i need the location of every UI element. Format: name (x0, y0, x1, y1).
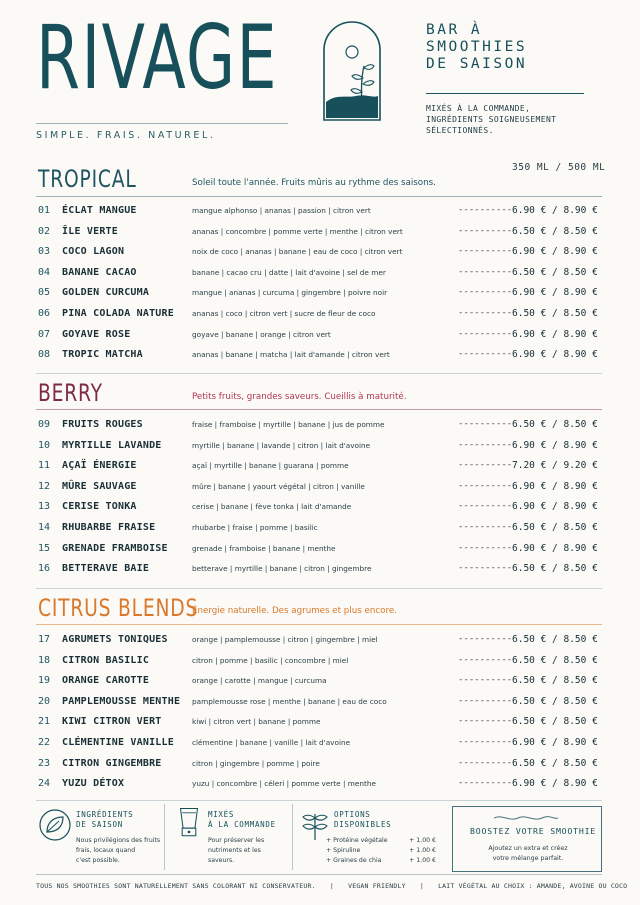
menu-item-row (38, 226, 598, 246)
menu-item-row (38, 737, 598, 757)
price-leader: ---------- (458, 654, 513, 665)
price-leader: ---------- (458, 460, 513, 471)
header-divider (36, 123, 288, 124)
price-leader: ---------- (458, 246, 513, 257)
menu-item-name: KIWI CITRON VERT (62, 716, 162, 728)
menu-item-name: CITRON GINGEMBRE (62, 757, 162, 769)
price-leader: ---------- (458, 563, 513, 574)
price-leader: ---------- (458, 737, 513, 747)
menu-item-ingredients: yuzu | concombre | céleri | pomme verte | menthe (192, 779, 376, 789)
menu-item-number: 01 (38, 205, 51, 216)
menu-item-name: GOYAVE ROSE (62, 328, 131, 340)
price-leader: ---------- (458, 501, 513, 512)
menu-item-price: 6.50 € / 8.50 € (512, 563, 598, 575)
boost-title: BOOSTEZ VOTRE SMOOTHIE (470, 826, 597, 836)
feature-title-line: DISPONIBLES (334, 820, 392, 829)
menu-item-number: 19 (38, 675, 51, 687)
menu-item-ingredients: mangue alphonso | ananas | passion | citron vert (192, 206, 371, 215)
menu-item-row (38, 696, 598, 716)
footer-note: VEGAN FRIENDLY (348, 882, 406, 890)
price-leader: ---------- (458, 328, 513, 339)
section-divider (36, 624, 602, 625)
feature-text (208, 836, 264, 866)
menu-item-ingredients: mûre | banane | yaourt végétal | citron | vanille (192, 481, 365, 491)
menu-item-ingredients: orange | carotte | mangue | curcuma (192, 676, 327, 686)
concept-heading (426, 22, 527, 73)
menu-item-number: 12 (38, 480, 51, 492)
footer-separator: | (419, 882, 424, 890)
boost-text-line: Ajoutez un extra et créez (488, 845, 568, 852)
menu-item-name: PINA COLADA NATURE (62, 308, 174, 319)
feature-text (76, 836, 160, 866)
boost-text-line: votre mélange parfait. (492, 855, 564, 862)
menu-item-price: 6.90 € / 8.90 € (512, 501, 598, 513)
menu-item-price: 6.50 € / 8.50 € (512, 266, 598, 278)
menu-item-ingredients: rhubarbe | fraise | pomme | basilic (192, 523, 318, 532)
section-description: Petits fruits, grandes saveurs. Cueillis à maturité. (192, 392, 407, 402)
price-leader: ---------- (458, 419, 513, 429)
footer-separator: | (329, 882, 334, 890)
menu-item-row (38, 655, 598, 675)
menu-item-price: 6.50 € / 8.50 € (512, 225, 598, 237)
menu-item-number: 14 (38, 522, 51, 533)
section-title-tropical: TROPICAL (38, 165, 137, 193)
section-description: Énergie naturelle. Des agrumes et plus encore. (192, 606, 397, 616)
menu-item-name: YUZU DÉTOX (62, 778, 125, 790)
menu-item-number: 03 (38, 246, 51, 258)
menu-item-number: 10 (38, 439, 51, 451)
menu-item-name: ÎLE VERTE (62, 225, 118, 237)
price-leader: ---------- (458, 542, 513, 553)
menu-item-ingredients: ananas | concombre | pomme verte | menthe | citron vert (192, 226, 403, 236)
price-leader: ---------- (458, 480, 513, 491)
option-label: + Spiruline (326, 847, 361, 854)
footer-top-divider (36, 800, 602, 801)
feature-title (334, 810, 391, 830)
menu-item-ingredients: goyave | banane | orange | citron vert (192, 329, 331, 339)
menu-item-price: 6.50 € / 8.50 € (512, 695, 598, 707)
menu-item-ingredients: banane | cacao cru | datte | lait d'avoine | sel de mer (192, 267, 386, 277)
menu-item-name: MÛRE SAUVAGE (62, 480, 137, 492)
price-leader: ---------- (458, 287, 513, 298)
menu-item-number: 09 (38, 419, 51, 430)
feature-text-line: saveurs. (208, 857, 235, 864)
sub-line: INGRÉDIENTS SOIGNEUSEMENT (426, 115, 557, 124)
menu-item-number: 08 (38, 349, 51, 361)
feature-text-line: nutriments et les (208, 847, 261, 854)
menu-item-price: 6.90 € / 8.90 € (512, 439, 598, 451)
menu-item-row (38, 419, 598, 439)
menu-item-number: 11 (38, 460, 51, 472)
feature-title-line: DE SAISON (76, 820, 123, 829)
menu-item-row (38, 460, 598, 480)
feature-divider (292, 804, 293, 870)
wave-ornament-icon (494, 814, 558, 822)
menu-item-number: 16 (38, 563, 51, 575)
section-title-citrus: CITRUS BLENDS (38, 594, 199, 622)
menu-item-name: TROPIC MATCHA (62, 349, 143, 361)
menu-item-ingredients: pamplemousse rose | menthe | banane | eau de coco (192, 696, 387, 706)
menu-item-ingredients: citron | gingembre | pomme | poire (192, 758, 320, 768)
section-divider (36, 588, 602, 589)
option-price: + 1.00 € (409, 857, 436, 864)
menu-item-number: 17 (38, 634, 51, 645)
menu-item-price: 6.90 € / 8.90 € (512, 542, 598, 554)
kicker-line: SMOOTHIES (426, 39, 528, 55)
price-leader: ---------- (458, 778, 513, 789)
menu-item-row (38, 246, 598, 266)
menu-item-price: 6.50 € / 8.50 € (512, 522, 598, 533)
brand-logo-text: RIVAGE (36, 6, 279, 109)
price-leader: ---------- (458, 205, 513, 215)
menu-item-row (38, 778, 598, 798)
section-title-berry: BERRY (38, 379, 103, 407)
footer-note: TOUS NOS SMOOTHIES SONT NATURELLEMENT SANS COLORANT NI CONSERVATEUR. (36, 882, 316, 890)
menu-item-row (38, 716, 598, 736)
menu-item-ingredients: cerise | banane | fève tonka | lait d'amande (192, 502, 352, 512)
footer-divider (36, 874, 602, 875)
concept-subtext (426, 103, 556, 136)
menu-item-ingredients: citron | pomme | basilic | concombre | miel (192, 655, 349, 665)
menu-item-number: 06 (38, 308, 51, 319)
menu-item-name: BANANE CACAO (62, 266, 137, 278)
menu-item-price: 6.50 € / 8.50 € (512, 419, 598, 430)
menu-item-row (38, 205, 598, 225)
footer-notes (36, 882, 627, 890)
menu-item-price: 6.50 € / 8.50 € (512, 634, 598, 645)
menu-item-row (38, 634, 598, 654)
price-leader: ---------- (458, 675, 513, 686)
menu-item-ingredients: clémentine | banane | vanille | lait d'avoine (192, 738, 351, 747)
menu-item-name: AGRUMETS TONIQUES (62, 634, 168, 645)
blender-icon (172, 806, 206, 840)
sub-line: SÉLECTIONNÉS. (426, 126, 494, 135)
menu-item-number: 21 (38, 716, 51, 728)
menu-item-row (38, 522, 598, 542)
feature-title (208, 810, 276, 830)
menu-item-price: 6.90 € / 8.90 € (512, 349, 598, 361)
option-label: + Graines de chia (326, 857, 382, 864)
menu-item-row (38, 481, 598, 501)
feature-text-line: Nous privilégions des fruits (76, 837, 161, 844)
menu-item-name: CLÉMENTINE VANILLE (62, 737, 174, 748)
feature-text-line: Pour préserver les (208, 837, 265, 844)
menu-item-price: 6.90 € / 8.90 € (512, 737, 598, 748)
menu-item-price: 6.50 € / 8.50 € (512, 654, 598, 666)
price-leader: ---------- (458, 695, 513, 706)
menu-item-price: 6.90 € / 8.90 € (512, 328, 598, 340)
menu-item-name: AÇAÏ ÉNERGIE (62, 460, 137, 472)
menu-item-number: 15 (38, 542, 51, 554)
price-leader: ---------- (458, 266, 513, 277)
menu-item-ingredients: kiwi | citron vert | banane | pomme (192, 717, 321, 727)
menu-item-name: GOLDEN CURCUMA (62, 287, 150, 299)
section-description: Soleil toute l'année. Fruits mûris au rythme des saisons. (192, 178, 436, 188)
price-leader: ---------- (458, 349, 513, 360)
menu-item-number: 05 (38, 287, 51, 299)
kicker-line: BAR À (426, 22, 483, 38)
menu-item-name: GRENADE FRAMBOISE (62, 542, 168, 554)
price-leader: ---------- (458, 522, 513, 532)
menu-item-ingredients: fraise | framboise | myrtille | banane | jus de pomme (192, 420, 385, 429)
feature-title (76, 810, 133, 830)
menu-item-ingredients: orange | pamplemousse | citron | gingembre | miel (192, 635, 378, 644)
menu-item-price: 6.90 € / 8.90 € (512, 287, 598, 299)
menu-item-name: PAMPLEMOUSSE MENTHE (62, 695, 181, 707)
option-row (326, 836, 436, 846)
menu-item-name: FRUITS ROUGES (62, 419, 143, 430)
price-leader: ---------- (458, 757, 513, 768)
menu-item-row (38, 543, 598, 563)
option-price: + 1.00 € (409, 837, 436, 844)
feature-title-line: À LA COMMANDE (208, 820, 276, 829)
feature-title-line: INGRÉDIENTS (76, 810, 134, 819)
menu-item-number: 23 (38, 757, 51, 769)
menu-item-name: COCO LAGON (62, 246, 125, 258)
option-row (326, 846, 436, 856)
section-divider (36, 409, 602, 410)
feature-divider (164, 804, 165, 870)
menu-item-ingredients: ananas | banane | matcha | lait d'amande | citron vert (192, 350, 390, 360)
menu-item-price: 6.50 € / 8.50 € (512, 716, 598, 728)
menu-item-price: 6.90 € / 8.90 € (512, 246, 598, 258)
menu-item-ingredients: grenade | framboise | banane | menthe (192, 543, 336, 553)
option-label: + Protéine végétale (326, 837, 388, 844)
menu-item-number: 24 (38, 778, 51, 790)
section-divider (36, 373, 602, 374)
price-leader: ---------- (458, 634, 513, 644)
menu-item-number: 13 (38, 501, 51, 513)
footer-note: LAIT VÉGÉTAL AU CHOIX : AMANDE, AVOINE OU COCO (438, 882, 628, 890)
menu-item-name: ORANGE CAROTTE (62, 675, 150, 687)
menu-item-price: 6.90 € / 8.90 € (512, 480, 598, 492)
menu-item-price: 6.50 € / 8.50 € (512, 675, 598, 687)
size-header: 350 ML / 500 ML (512, 162, 606, 173)
menu-item-price: 6.90 € / 8.90 € (512, 778, 598, 790)
feature-text-line: c'est possible. (76, 857, 120, 864)
menu-item-ingredients: açaï | myrtille | banane | guarana | pomme (192, 461, 349, 471)
tagline: SIMPLE. FRAIS. NATUREL. (36, 130, 216, 141)
menu-item-row (38, 267, 598, 287)
price-leader: ---------- (458, 308, 513, 318)
menu-item-name: CITRON BASILIC (62, 654, 150, 666)
price-leader: ---------- (458, 439, 513, 450)
menu-item-row (38, 675, 598, 695)
menu-item-name: ÉCLAT MANGUE (62, 205, 137, 216)
menu-item-price: 6.50 € / 8.50 € (512, 308, 598, 319)
feature-text-line: frais, locaux quand (76, 847, 136, 854)
menu-item-row (38, 308, 598, 328)
options-list (326, 836, 436, 866)
section-divider (36, 196, 602, 197)
menu-item-ingredients: ananas | coco | citron vert | sucre de fleur de coco (192, 309, 376, 318)
menu-item-ingredients: mangue | ananas | curcuma | gingembre | poivre noir (192, 288, 388, 298)
menu-item-number: 07 (38, 328, 51, 340)
option-price: + 1.00 € (409, 847, 436, 854)
price-leader: ---------- (458, 225, 513, 236)
boost-text (470, 844, 586, 864)
menu-item-row (38, 349, 598, 369)
menu-item-number: 02 (38, 225, 51, 237)
menu-item-name: MYRTILLE LAVANDE (62, 439, 162, 451)
menu-item-number: 18 (38, 654, 51, 666)
menu-item-row (38, 329, 598, 349)
menu-item-row (38, 501, 598, 521)
menu-item-price: 7.20 € / 9.20 € (512, 460, 598, 472)
seasonal-leaf-icon (38, 808, 72, 842)
menu-item-name: CERISE TONKA (62, 501, 137, 513)
menu-item-price: 6.50 € / 8.50 € (512, 757, 598, 769)
kicker-divider (426, 93, 584, 94)
menu-item-name: RHUBARBE FRAISE (62, 522, 156, 533)
menu-item-row (38, 563, 598, 583)
menu-item-price: 6.90 € / 8.90 € (512, 205, 598, 216)
menu-item-ingredients: noix de coco | ananas | banane | eau de coco | citron vert (192, 247, 403, 257)
menu-item-row (38, 758, 598, 778)
menu-item-number: 04 (38, 266, 51, 278)
feature-title-line: OPTIONS (334, 810, 371, 819)
menu-item-row (38, 287, 598, 307)
menu-item-row (38, 440, 598, 460)
option-row (326, 856, 436, 866)
price-leader: ---------- (458, 716, 513, 727)
leaf-sun-emblem-icon (322, 20, 382, 130)
kicker-line: DE SAISON (426, 56, 528, 72)
menu-item-number: 20 (38, 695, 51, 707)
menu-item-ingredients: betterave | myrtille | banane | citron | gingembre (192, 564, 372, 574)
sub-line: MIXÉS À LA COMMANDE, (426, 104, 531, 113)
menu-item-number: 22 (38, 737, 51, 748)
feature-title-line: MIXÉS (208, 810, 235, 819)
menu-item-ingredients: myrtille | banane | lavande | citron | lait d'avoine (192, 440, 371, 450)
menu-item-name: BETTERAVE BAIE (62, 563, 150, 575)
